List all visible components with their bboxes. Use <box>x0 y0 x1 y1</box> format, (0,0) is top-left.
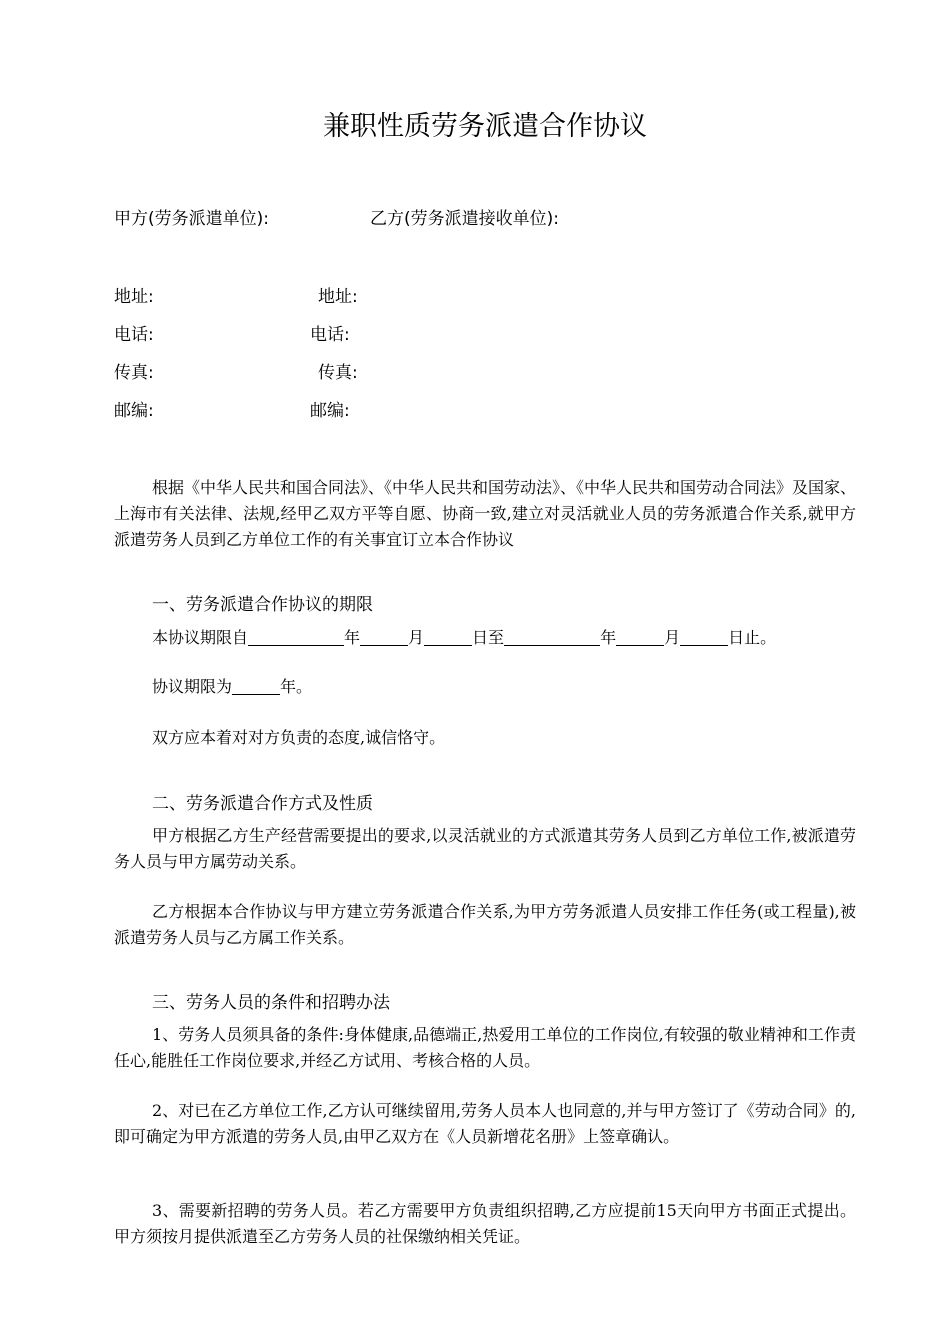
section-3-paragraph-1: 1、劳务人员须具备的条件:身体健康,品德端正,热爱用工单位的工作岗位,有较强的敬业精神和工作责任心,能胜任工作岗位要求,并经乙方试用、考核合格的人员。 <box>114 1025 856 1070</box>
duration-line <box>152 674 312 700</box>
start-month-blank[interactable] <box>360 627 408 646</box>
party-b-phone-label: 电话: <box>310 325 350 345</box>
preamble-paragraph: 根据《中华人民共和国合同法》、《中华人民共和国劳动法》、《中华人民共和国劳动合同法》及国家、上海市有关法律、法规,经甲乙双方平等自愿、协商一致,建立对灵活就业人员的劳务派遣合作关系,就甲方派遣劳务人员到乙方单位工作的有关事宜订立本合作协议 <box>114 478 857 549</box>
party-a-address-label: 地址: <box>114 287 154 307</box>
party-b-fax-label: 传真: <box>318 363 358 383</box>
section-1-heading: 一、劳务派遣合作协议的期限 <box>152 595 373 615</box>
party-b-label: 乙方(劳务派遣接收单位): <box>370 209 559 229</box>
party-b-address-label: 地址: <box>318 287 358 307</box>
party-a-postcode-label: 邮编: <box>114 401 154 421</box>
section-3-paragraph-2: 2、对已在乙方单位工作,乙方认可继续留用,劳务人员本人也同意的,并与甲方签订了《劳动合同》的,即可确定为甲方派遣的劳务人员,由甲乙双方在《人员新增花名册》上签章确认。 <box>114 1101 856 1146</box>
party-a-label: 甲方(劳务派遣单位): <box>114 209 269 229</box>
section-2-paragraph-1: 甲方根据乙方生产经营需要提出的要求,以灵活就业的方式派遣其劳务人员到乙方单位工作,被派遣劳务人员与甲方属劳动关系。 <box>114 826 856 871</box>
section-2-heading: 二、劳务派遣合作方式及性质 <box>152 794 373 814</box>
end-month-blank[interactable] <box>616 627 664 646</box>
term-prefix: 本协议期限自 <box>152 628 249 647</box>
duration-prefix: 协议期限为 <box>152 677 233 696</box>
term-day-end-label: 日止。 <box>728 628 777 647</box>
section-3-paragraph-3: 3、需要新招聘的劳务人员。若乙方需要甲方负责组织招聘,乙方应提前15天向甲方书面正式提出。甲方须按月提供派遣至乙方劳务人员的社保缴纳相关凭证。 <box>114 1201 856 1246</box>
end-day-blank[interactable] <box>680 627 728 646</box>
duration-suffix: 年。 <box>280 677 313 696</box>
term-line <box>152 625 776 651</box>
start-day-blank[interactable] <box>424 627 472 646</box>
term-month2-label: 月 <box>664 628 681 647</box>
term-day-to-label: 日至 <box>472 628 505 647</box>
document-title: 兼职性质劳务派遣合作协议 <box>323 111 647 142</box>
duration-years-blank[interactable] <box>232 676 280 695</box>
section-3-heading: 三、劳务人员的条件和招聘办法 <box>152 993 390 1013</box>
start-year-blank[interactable] <box>248 627 344 646</box>
party-a-phone-label: 电话: <box>114 325 154 345</box>
term-year-label: 年 <box>344 628 361 647</box>
end-year-blank[interactable] <box>504 627 600 646</box>
term-month-label: 月 <box>408 628 425 647</box>
section-2-paragraph-2: 乙方根据本合作协议与甲方建立劳务派遣合作关系,为甲方劳务派遣人员安排工作任务(或工程量),被派遣劳务人员与乙方属工作关系。 <box>114 902 856 947</box>
term-year2-label: 年 <box>600 628 617 647</box>
party-b-postcode-label: 邮编: <box>310 401 350 421</box>
integrity-line: 双方应本着对对方负责的态度,诚信恪守。 <box>152 728 446 747</box>
party-a-fax-label: 传真: <box>114 363 154 383</box>
